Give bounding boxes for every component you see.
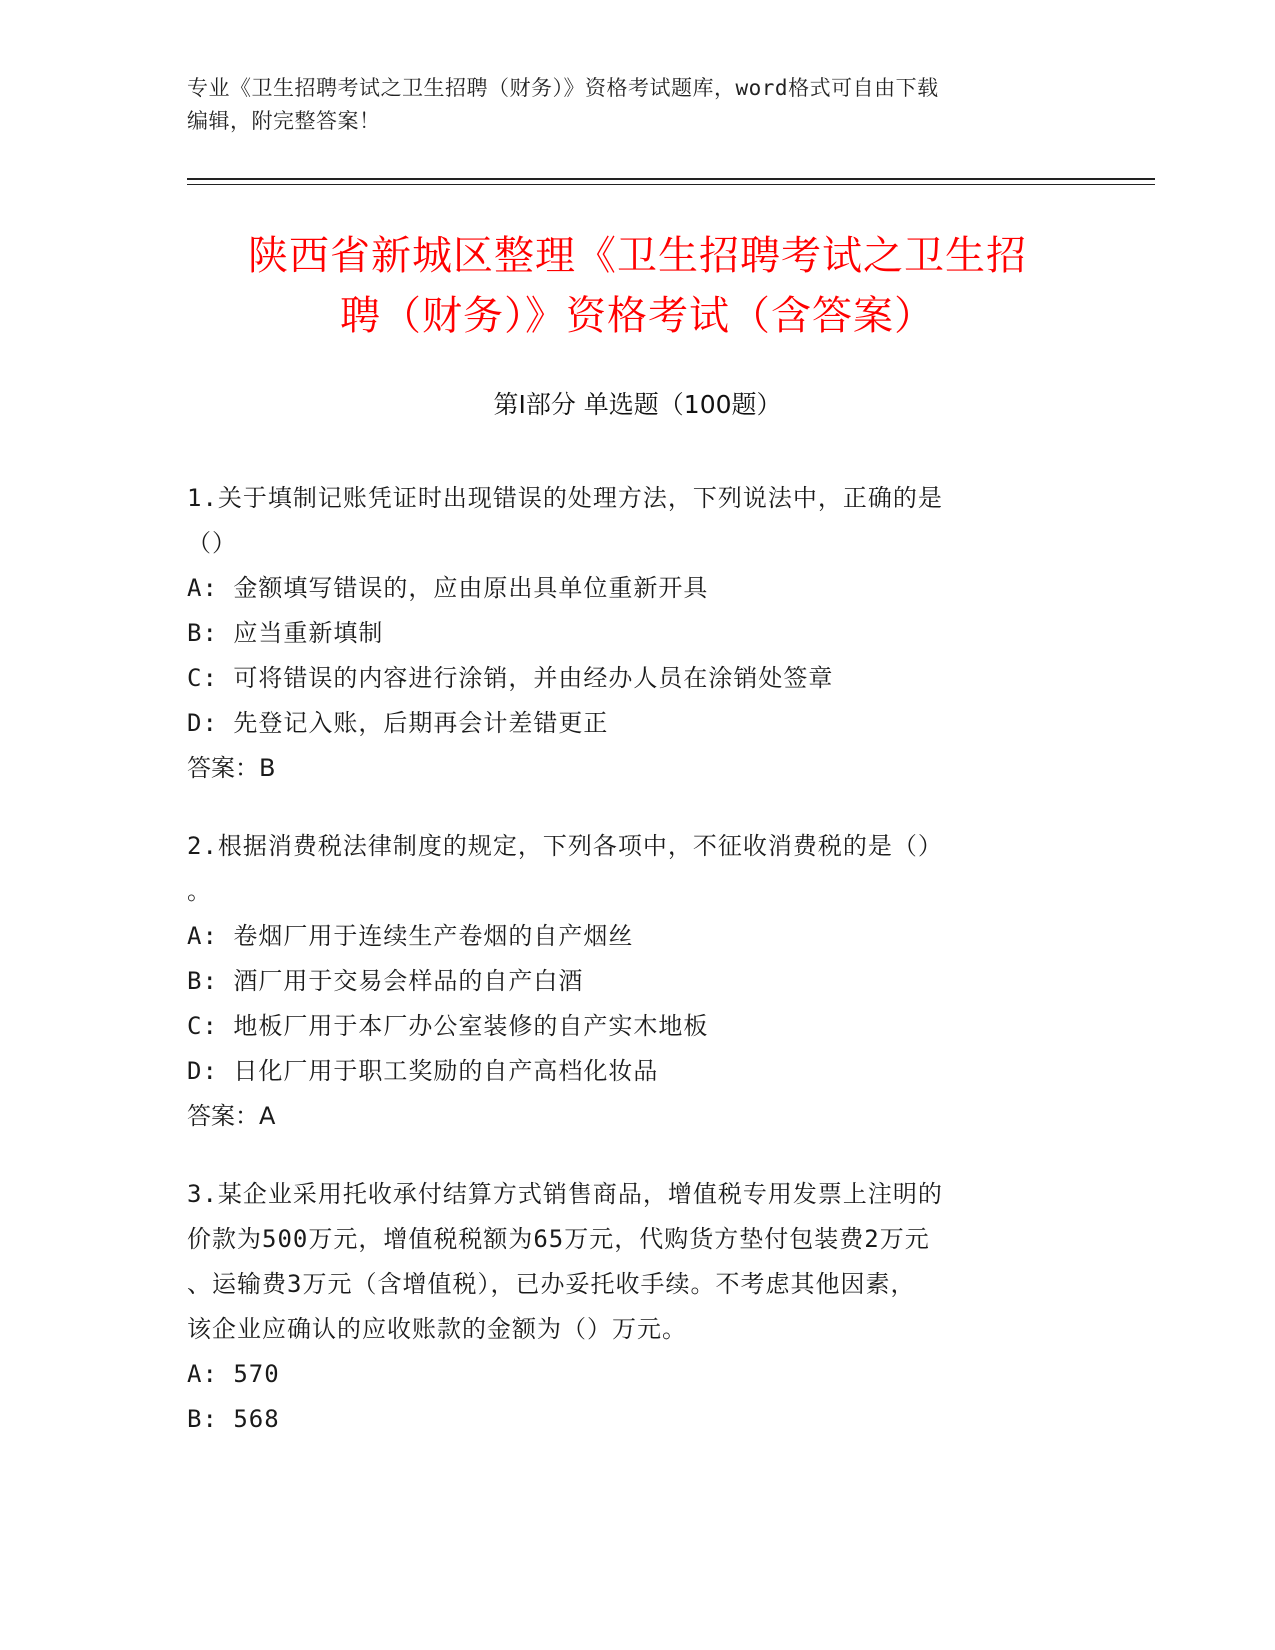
answer: 答案：A — [187, 1102, 276, 1130]
question-stem-line: 。 — [187, 877, 212, 905]
question-stem-line: （） — [187, 529, 237, 557]
document-title — [140, 226, 1135, 346]
option-d: D: 日化厂用于职工奖励的自产高档化妆品 — [187, 1057, 659, 1085]
option-c: C: 地板厂用于本厂办公室装修的自产实木地板 — [187, 1012, 709, 1040]
option-b: B: 568 — [187, 1405, 280, 1433]
header-divider-thick — [187, 178, 1155, 180]
question-list — [187, 476, 1087, 1475]
question-stem-line: 该企业应确认的应收账款的金额为（）万元。 — [187, 1315, 687, 1343]
question-1 — [187, 476, 1087, 791]
document-title-line-2: 聘（财务）》资格考试（含答案） — [340, 293, 935, 339]
question-3 — [187, 1172, 1087, 1442]
header-note-line-1: 专业《卫生招聘考试之卫生招聘（财务）》资格考试题库，word格式可自由下载 — [187, 76, 939, 100]
option-b: B: 酒厂用于交易会样品的自产白酒 — [187, 967, 584, 995]
question-stem-line: 2.根据消费税法律制度的规定，下列各项中，不征收消费税的是（） — [187, 832, 943, 860]
question-2 — [187, 824, 1087, 1139]
header-note-line-2: 编辑，附完整答案！ — [187, 109, 381, 133]
header-note — [187, 72, 1067, 138]
option-c: C: 可将错误的内容进行涂销，并由经办人员在涂销处签章 — [187, 664, 834, 692]
option-a: A: 金额填写错误的，应由原出具单位重新开具 — [187, 574, 709, 602]
answer: 答案：B — [187, 754, 276, 782]
option-a: A: 570 — [187, 1360, 280, 1388]
option-a: A: 卷烟厂用于连续生产卷烟的自产烟丝 — [187, 922, 634, 950]
option-d: D: 先登记入账，后期再会计差错更正 — [187, 709, 609, 737]
section-title: 第Ⅰ部分 单选题（100题） — [493, 390, 782, 419]
question-stem-line: 价款为500万元，增值税税额为65万元，代购货方垫付包装费2万元 — [187, 1225, 930, 1253]
option-b: B: 应当重新填制 — [187, 619, 384, 647]
document-title-line-1: 陕西省新城区整理《卫生招聘考试之卫生招 — [248, 233, 1027, 279]
question-stem-line: 1.关于填制记账凭证时出现错误的处理方法，下列说法中，正确的是 — [187, 484, 943, 512]
question-stem-line: 、运输费3万元（含增值税），已办妥托收手续。不考虑其他因素， — [187, 1270, 916, 1298]
question-stem-line: 3.某企业采用托收承付结算方式销售商品，增值税专用发票上注明的 — [187, 1180, 943, 1208]
header-divider-thin — [187, 184, 1155, 185]
